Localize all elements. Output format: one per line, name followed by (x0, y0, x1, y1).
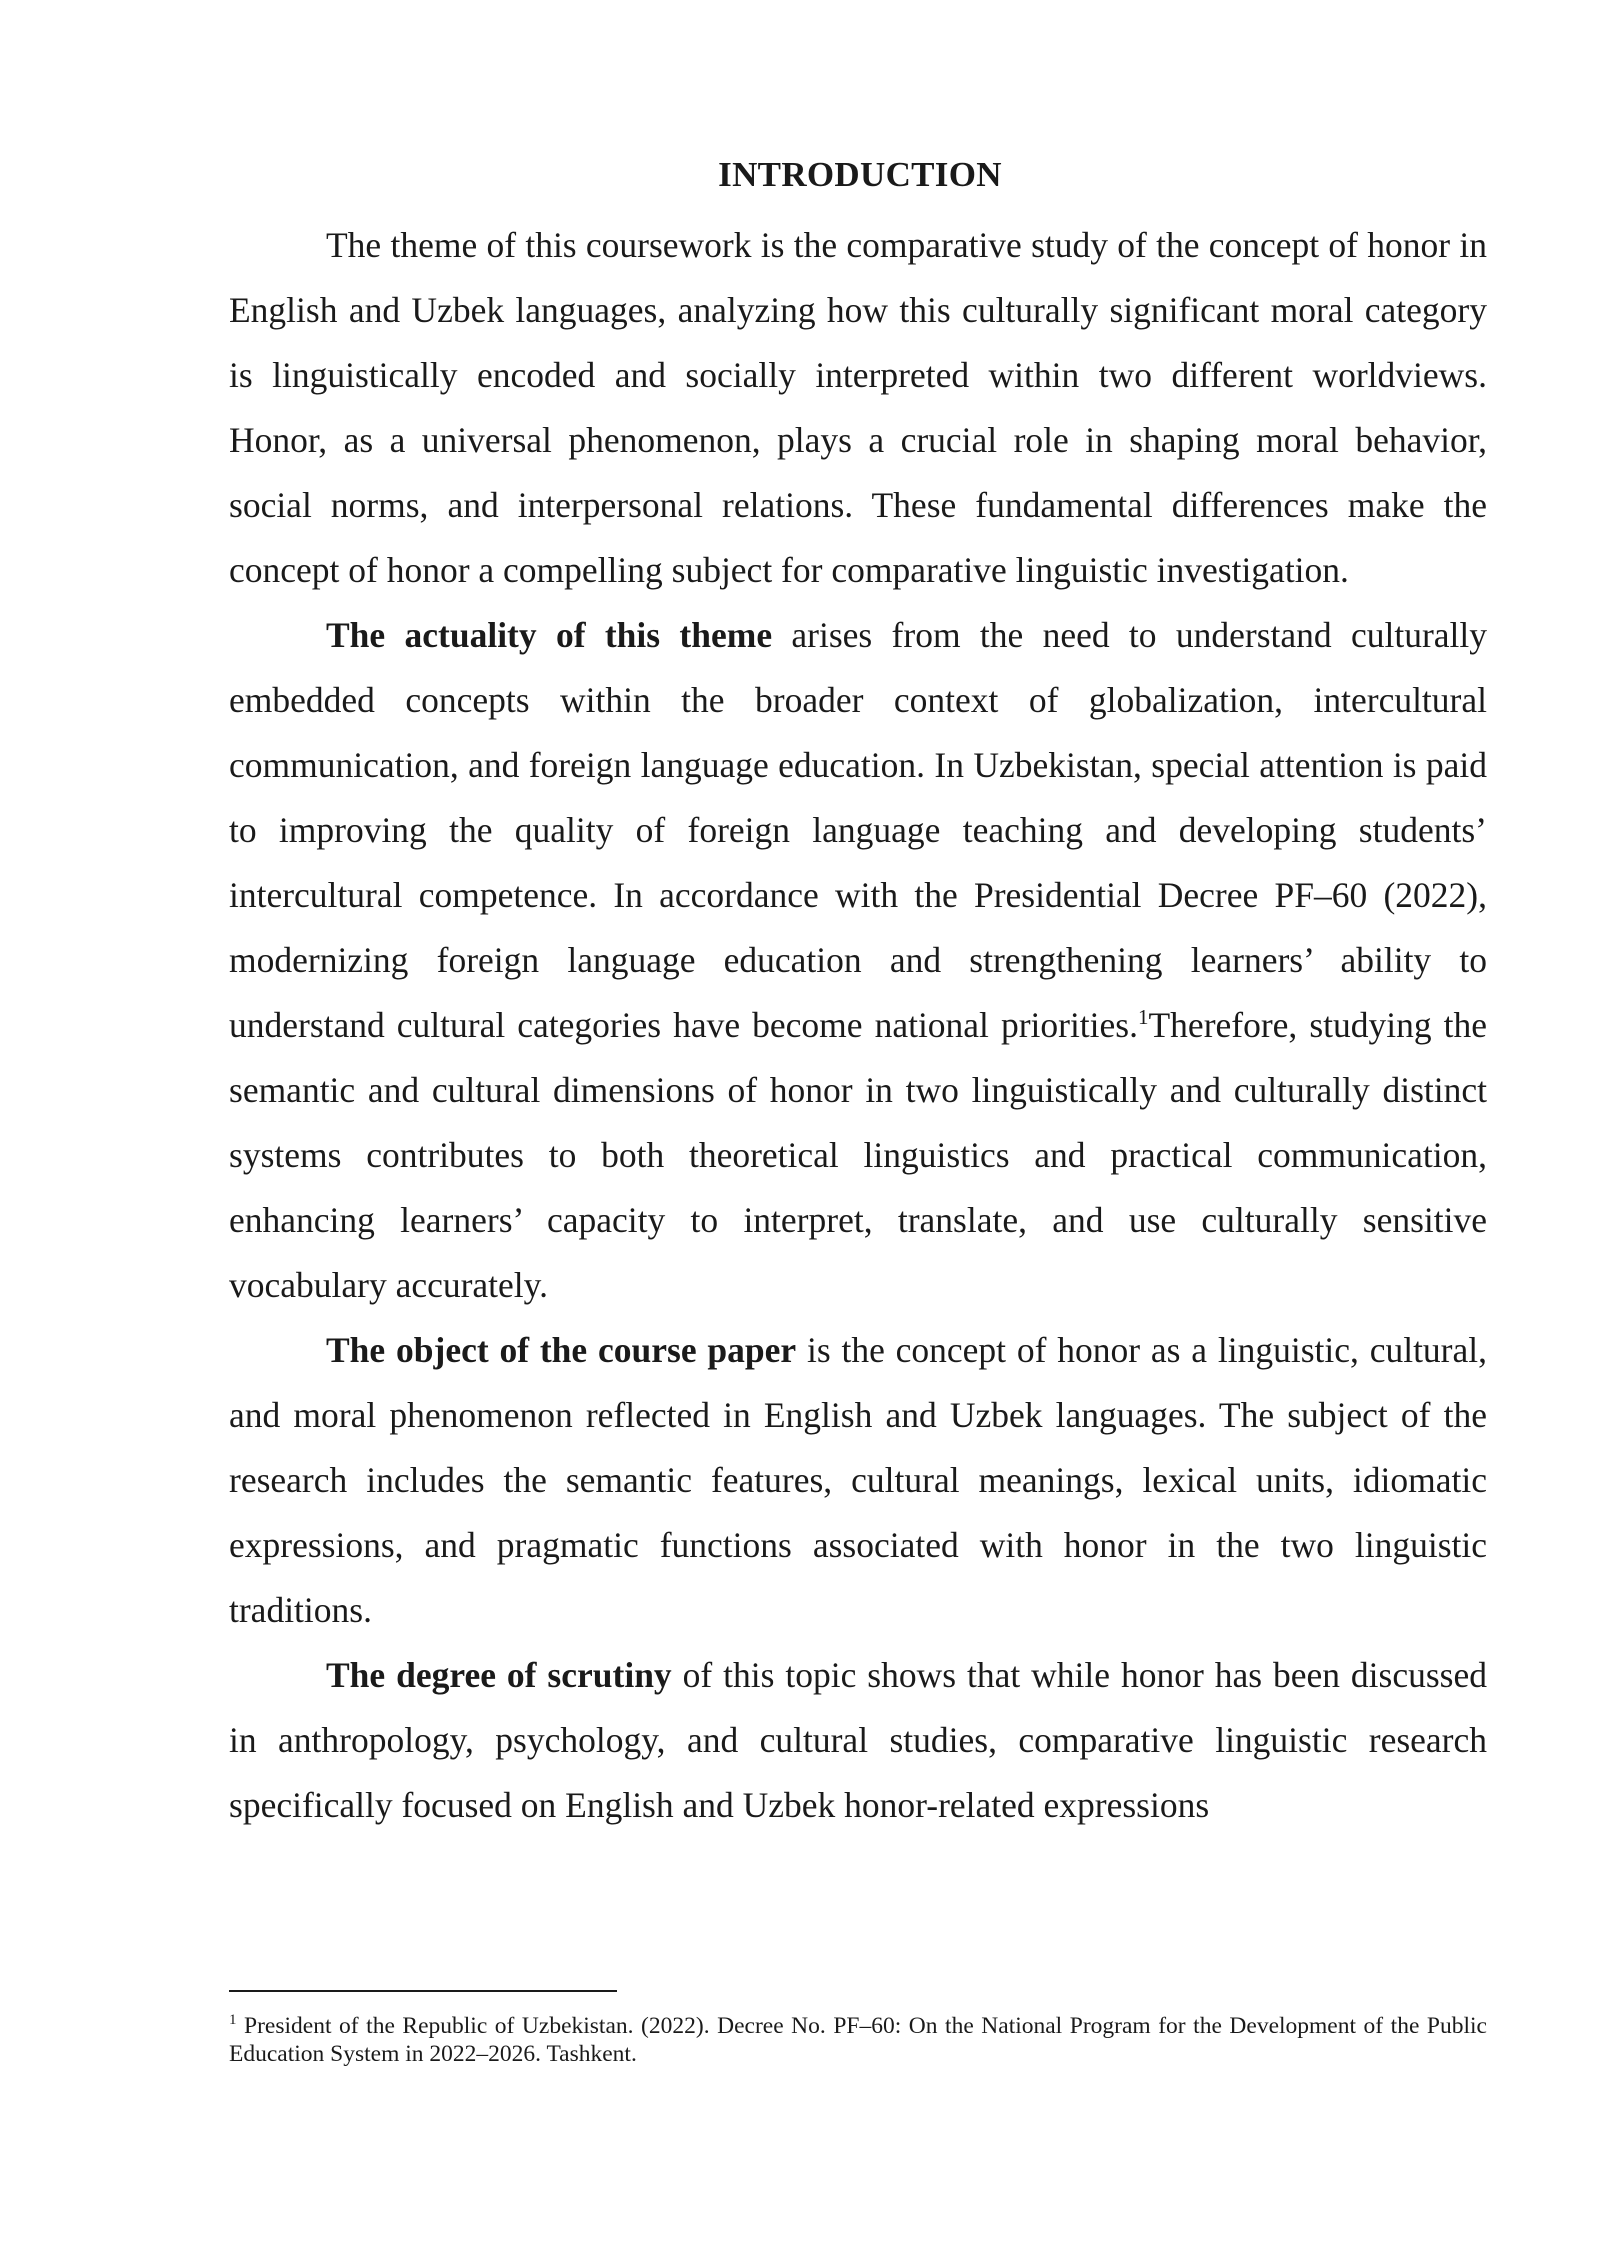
footnote-text: President of the Republic of Uzbekistan. (2022). Decree No. PF–60: On the National Program for the Development of the Public Education System in 2022–2026. Tashkent. (229, 2013, 1487, 2067)
paragraph-text: is the concept of honor as a linguistic, cultural, and moral phenomenon reflected in English and Uzbek languages. The subject of the research includes the semantic features, cultural meanings, lexical units, idiomatic expressions, and pragmatic functions associated with honor in the two linguistic traditions. (229, 1330, 1487, 1630)
paragraph-lead: The object of the course paper (326, 1330, 797, 1370)
paragraph-object (229, 1318, 1487, 1643)
page-title: INTRODUCTION (718, 155, 1002, 194)
paragraph-text: Therefore, studying the semantic and cultural dimensions of honor in two linguistically and culturally distinct systems contributes to both theoretical linguistics and practical communication, enhancing learners’ capacity to interpret, translate, and use culturally sensitive vocabulary accurately. (229, 1005, 1487, 1305)
paragraph-lead: The actuality of this theme (326, 615, 773, 655)
footnote-number: 1 (229, 2012, 237, 2029)
paragraph-text: The theme of this coursework is the comparative study of the concept of honor in English and Uzbek languages, analyzing how this culturally significant moral category is linguistically encoded and socially interpreted within two different worldviews. Honor, as a universal phenomenon, plays a crucial role in shaping moral behavior, social norms, and interpersonal relations. These fundamental differences make the concept of honor a compelling subject for comparative linguistic investigation. (229, 225, 1487, 590)
footnote-reference[interactable]: 1 (1138, 1005, 1149, 1030)
paragraph-theme (229, 213, 1487, 603)
paragraph-text: arises from the need to understand culturally embedded concepts within the broader context of globalization, intercultural communication, and foreign language education. In Uzbekistan, special attention is paid to improving the quality of foreign language teaching and developing students’ intercultural competence. In accordance with the Presidential Decree PF–60 (2022), modernizing foreign language education and strengthening learners’ ability to understand cultural categories have become national priorities. (229, 615, 1487, 1045)
body-text (229, 213, 1487, 1838)
paragraph-scrutiny (229, 1643, 1487, 1838)
footnote-divider (229, 1990, 617, 1992)
paragraph-text: of this topic shows that while honor has been discussed in anthropology, psychology, and cultural studies, comparative linguistic research specifically focused on English and Uzbek honor-related expressions (229, 1655, 1487, 1825)
paragraph-lead: The degree of scrutiny (326, 1655, 672, 1695)
paragraph-actuality (229, 603, 1487, 1318)
footnote (229, 2012, 1487, 2068)
